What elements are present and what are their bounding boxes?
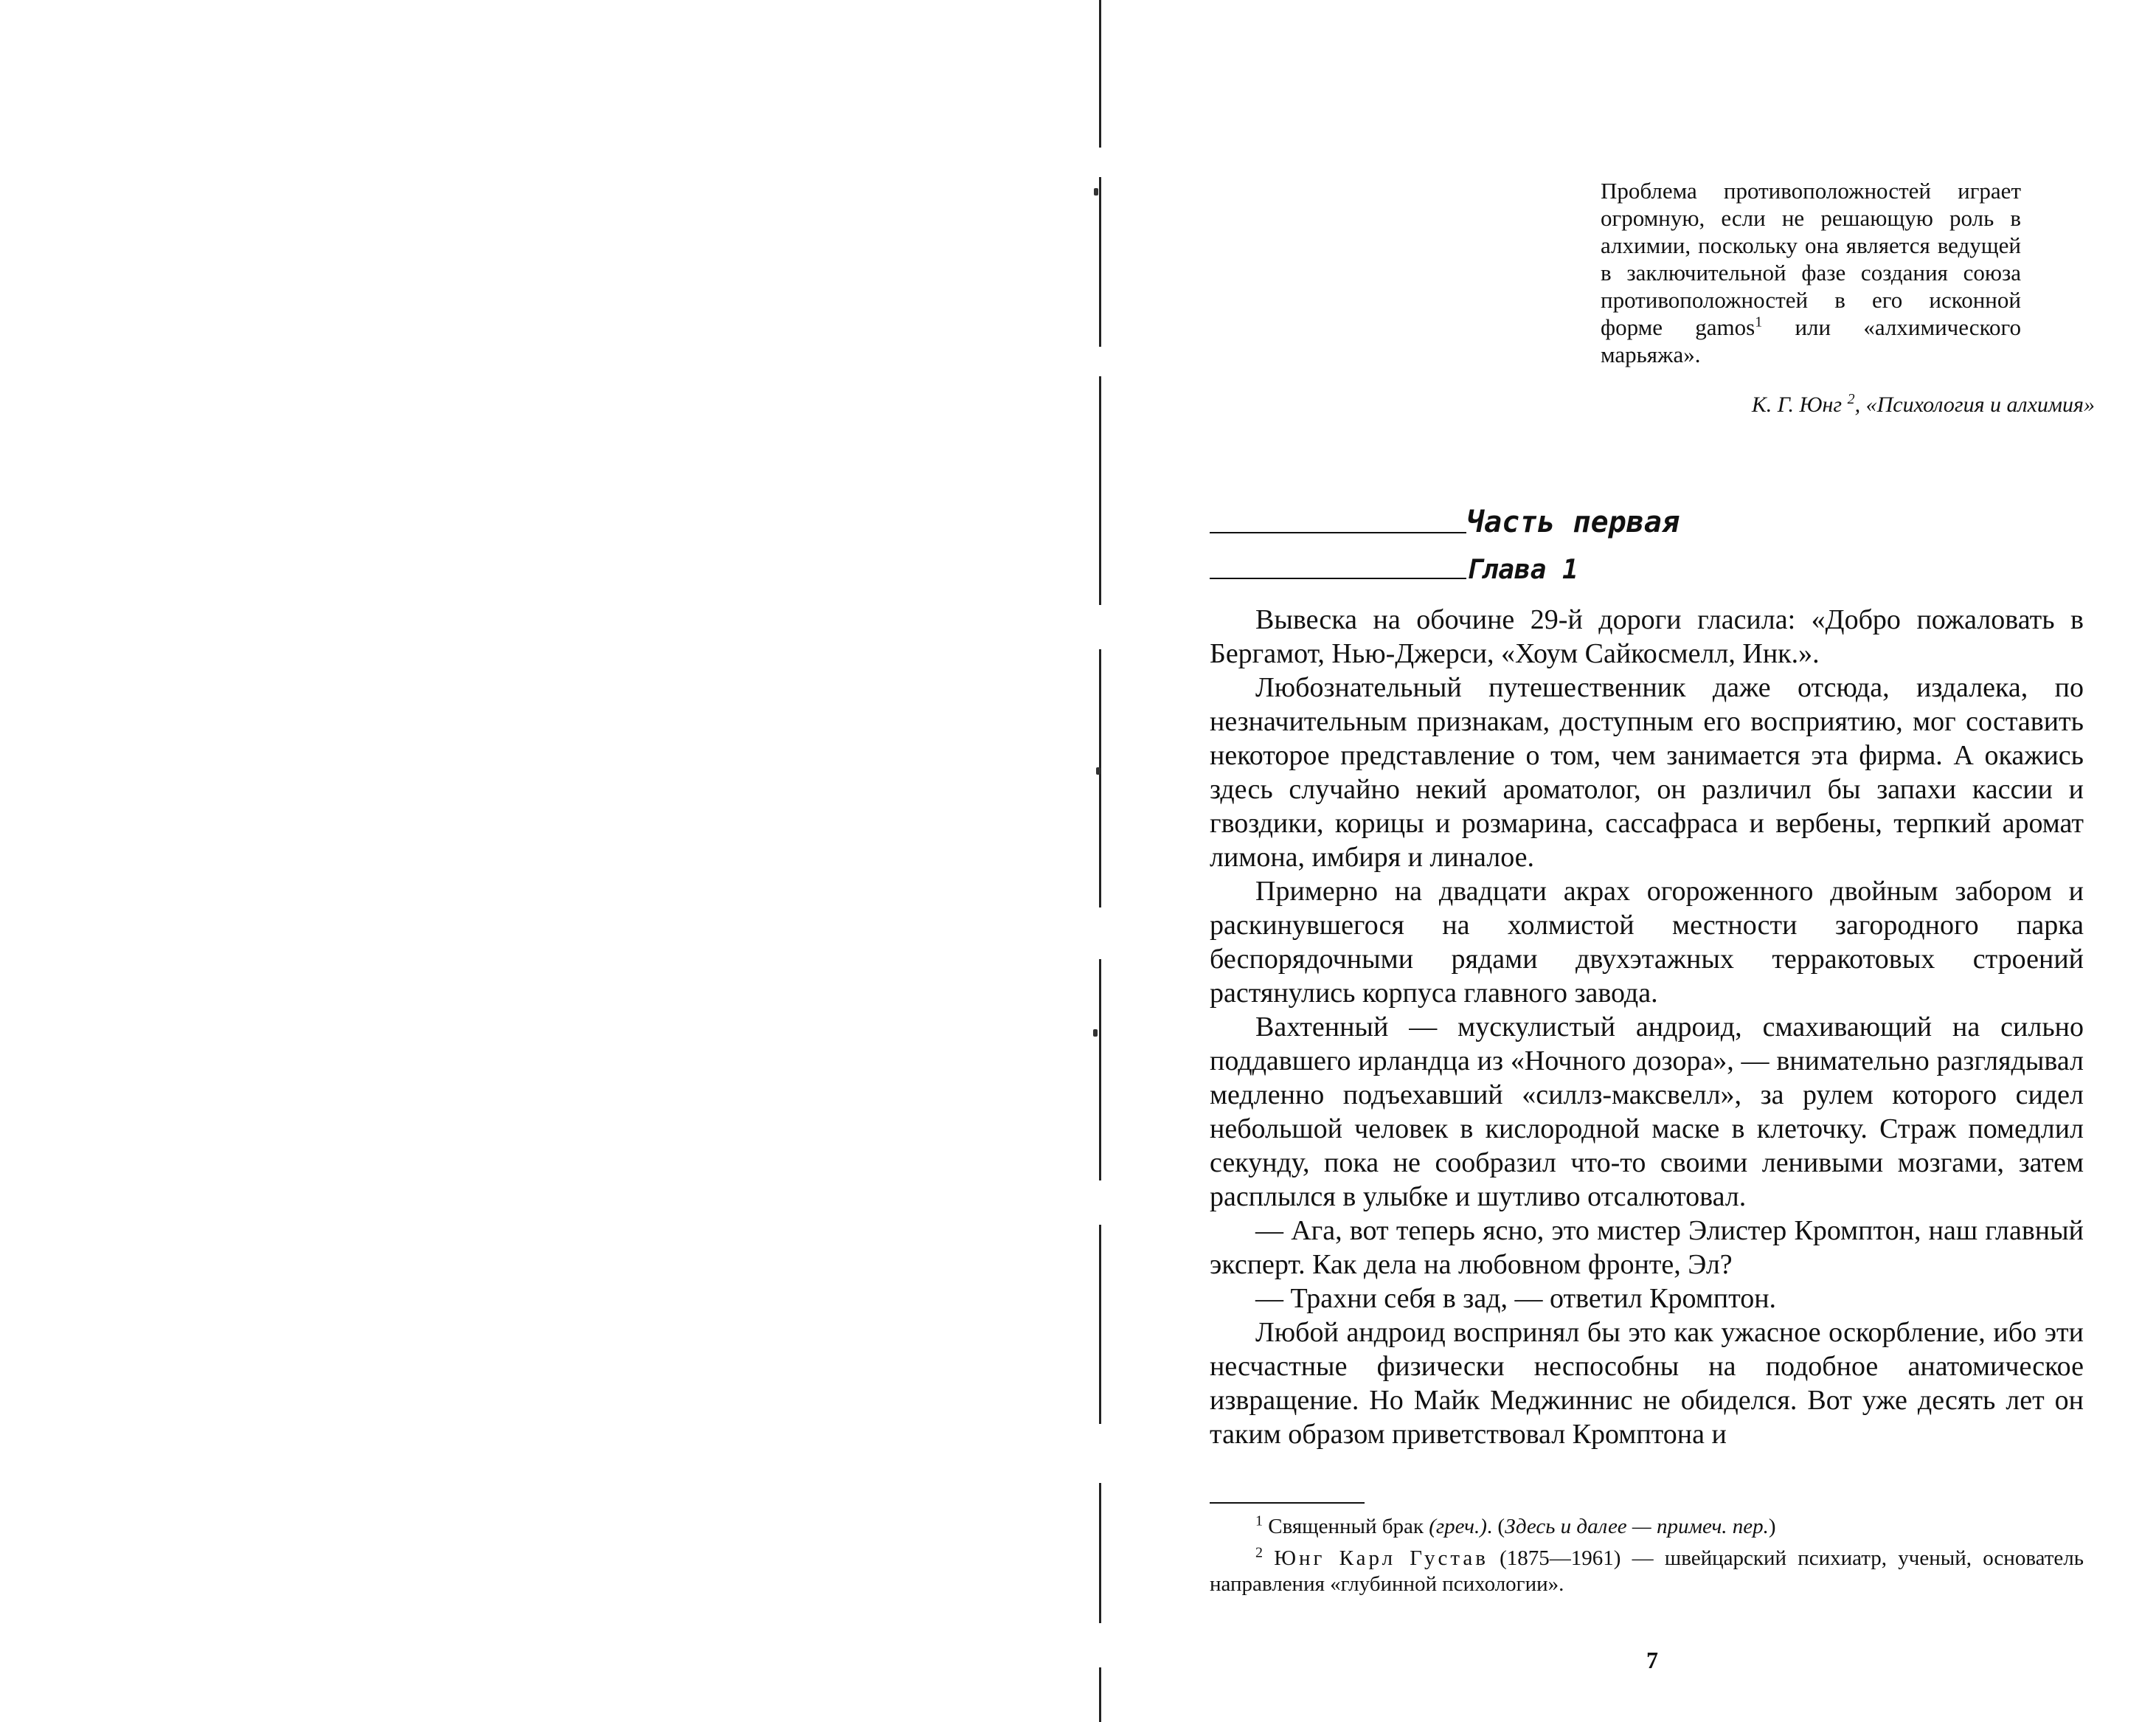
paragraph: Любой андроид воспринял бы это как ужасное оскорбление, ибо эти несчастные физически неспособны на подобное анатомическое извращение. Но Майк Меджиннис не обиделся. Вот уже десять лет он таким образом приветствовал Кромптона и (1210, 1317, 2084, 1450)
part-title: Часть первая (1466, 505, 1680, 539)
footnote-text: Здесь и далее — примеч. пер. (1505, 1515, 1769, 1538)
footnote-text: (1875—1961) — швейцарский психиатр, ученый, основатель направления «глубинной психологии». (1210, 1546, 2084, 1596)
chapter-body (1210, 603, 2084, 1451)
epigraph-text-part: Проблема противоположностей играет огромную, если не решающую роль в алхимии, поскольку она является ведущей в заключительной фазе создания союза противоположностей в его исконной форме gamos (1601, 178, 2021, 340)
gutter-gap (1098, 605, 1103, 649)
footnote-2 (1210, 1546, 2084, 1597)
epigraph (1601, 177, 2021, 368)
heading-rule (1210, 532, 1466, 533)
footnote-text: ) (1768, 1515, 1776, 1538)
heading-rule (1210, 578, 1466, 579)
footnote-text: Священный брак (1263, 1515, 1429, 1538)
gutter-gap (1098, 907, 1103, 959)
gutter-gap (1098, 347, 1103, 376)
chapter-heading (1210, 555, 1578, 585)
footnote-number: 1 (1255, 1512, 1263, 1529)
footnote-name: Юнг Карл Густав (1274, 1546, 1488, 1570)
footnote-number: 2 (1255, 1544, 1263, 1561)
epigraph-attribution (1431, 391, 2095, 418)
gutter-gap (1098, 1623, 1103, 1667)
footnote-text: . ( (1486, 1515, 1505, 1538)
paragraph: Вывеска на обочине 29-й дороги гласила: «Добро пожаловать в Бергамот, Нью-Джерси, «Хоум Сайкосмелл, Инк.». (1210, 604, 2084, 669)
paragraph: — Трахни себя в зад, — ответил Кромптон. (1255, 1283, 1777, 1314)
epigraph-text (1601, 177, 2021, 368)
paragraph: Вахтенный — мускулистый андроид, смахивающий на сильно поддавшего ирландца из «Ночного дозора», — внимательно разглядывал медленно подъехавший «силлз-максвелл», за рулем которого сидел небольшой человек в кислородной маске в клеточку. Страж помедлил секунду, пока не сообразил что-то своими ленивыми мозгами, затем расплылся в улыбке и шутливо отсалютовал. (1210, 1012, 2084, 1212)
chapter-title: Глава 1 (1466, 555, 1578, 585)
footnote-separator (1210, 1502, 1365, 1504)
epigraph-text-part: или «алхимического марьяжа». (1601, 314, 2021, 367)
gutter-gap (1098, 148, 1103, 177)
epigraph-source: , «Психология и алхимия» (1854, 393, 2095, 417)
gutter-gap (1098, 1180, 1103, 1225)
scan-speck (1094, 188, 1098, 196)
footnote-ref: 2 (1847, 391, 1855, 407)
paragraph: — Ага, вот теперь ясно, это мистер Элистер Кромптон, наш главный эксперт. Как дела на любовном фронте, Эл? (1210, 1215, 2084, 1280)
scan-speck (1096, 767, 1100, 775)
part-heading (1210, 505, 1680, 539)
paragraph: Любознательный путешественник даже отсюда, издалека, по незначительным признакам, доступным его восприятию, мог составить некоторое представление о том, чем занимается эта фирма. А окажись здесь случайно некий ароматолог, он различил бы запахи кассии и гвоздики, корицы и розмарина, сассафраса и вербены, терпкий аромат лимона, имбиря и линалое. (1210, 672, 2084, 873)
epigraph-author: К. Г. Юнг (1751, 393, 1843, 417)
right-page (1195, 0, 2095, 1722)
footnote-ref: 1 (1755, 314, 1763, 331)
footnotes (1210, 1514, 2084, 1603)
footnote-text: (греч.) (1429, 1515, 1487, 1538)
page-number: 7 (1646, 1647, 1658, 1673)
footnote-1 (1210, 1514, 2084, 1540)
scan-speck (1093, 1029, 1098, 1037)
paragraph: Примерно на двадцати акрах огороженного двойным забором и раскинувшегося на холмистой местности загородного парка беспорядочными рядами двухэтажных терракотовых строений растянулись корпуса главного завода. (1210, 876, 2084, 1009)
gutter-gap (1098, 1424, 1103, 1483)
